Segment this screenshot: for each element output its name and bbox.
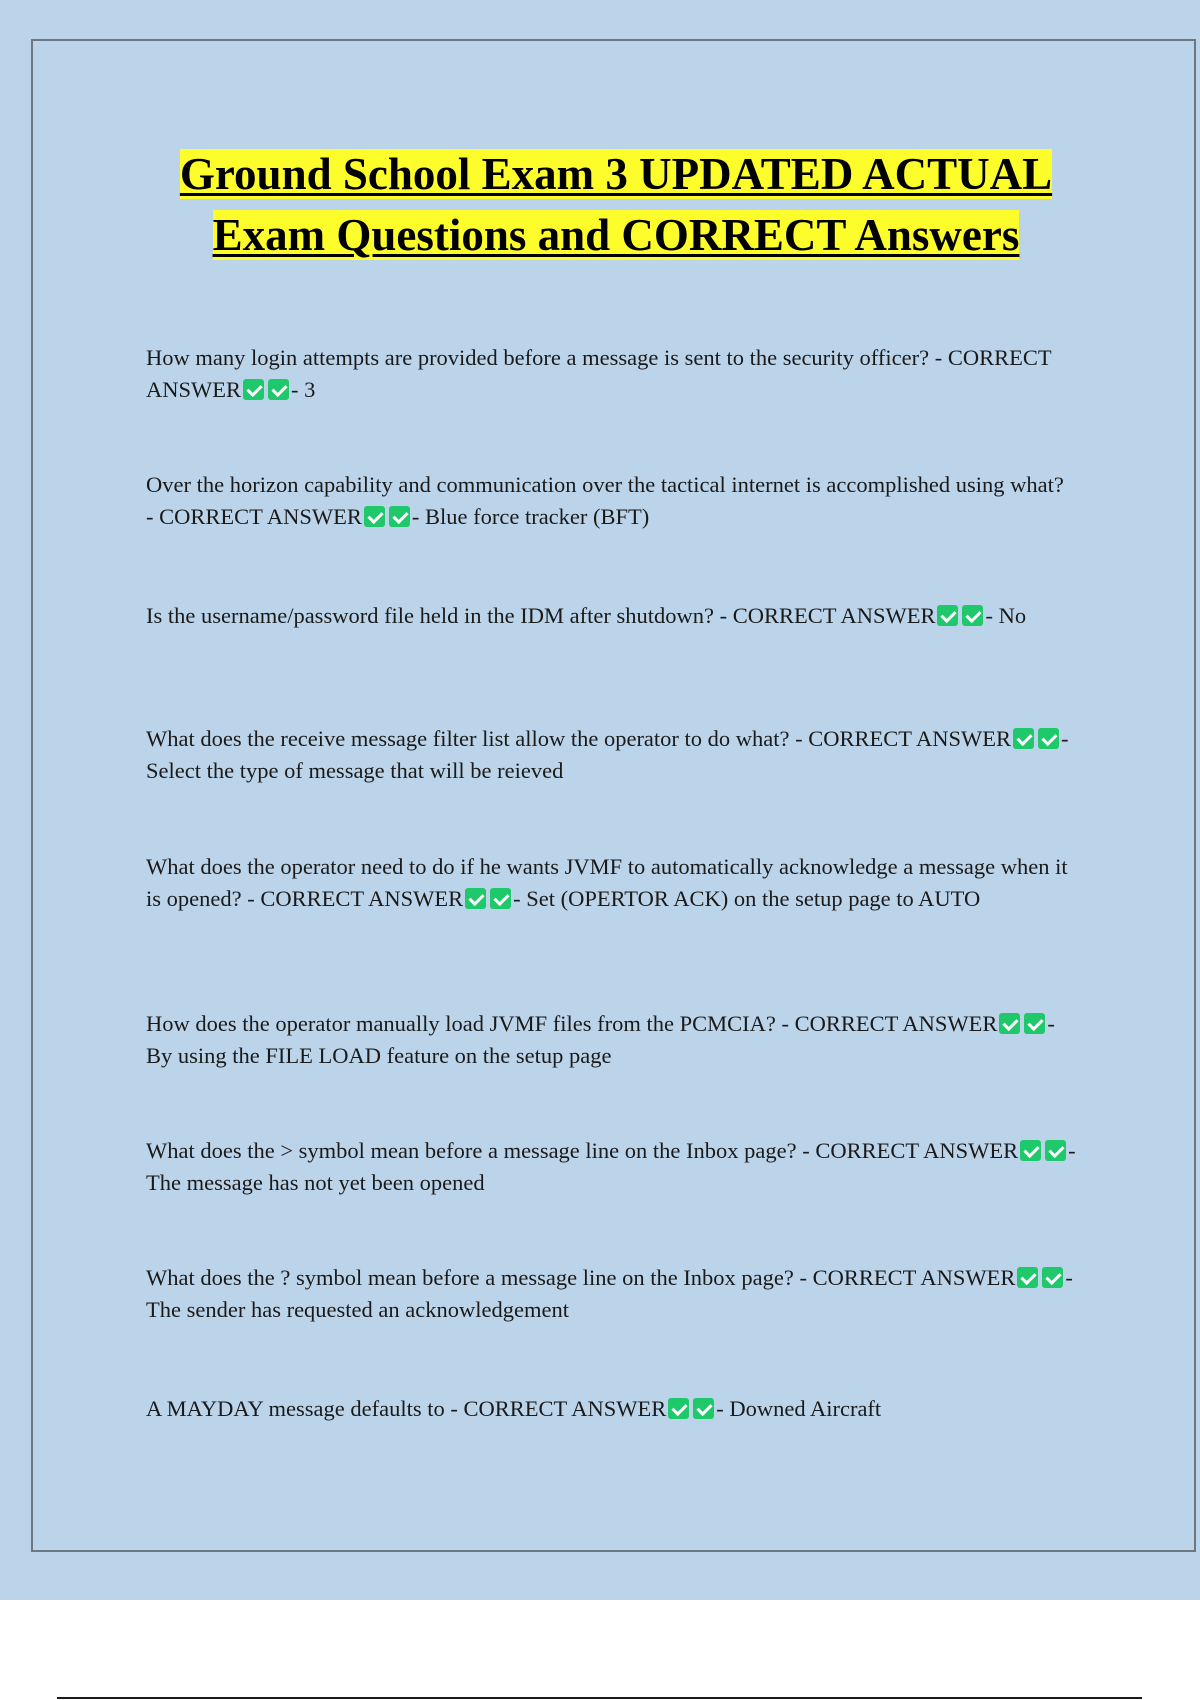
check-icon: [465, 888, 486, 909]
question-text: What does the ? symbol mean before a message line on the Inbox page? -: [146, 1265, 808, 1290]
check-icon: [999, 1013, 1020, 1034]
answer-marker: CORRECT ANSWER: [808, 726, 1012, 751]
answer-marker: CORRECT ANSWER: [146, 345, 1052, 402]
check-icon: [1038, 728, 1059, 749]
bottom-divider: [57, 1697, 1142, 1699]
answer-text: - The sender has requested an acknowledgement: [146, 1265, 1073, 1322]
check-icon: [268, 379, 289, 400]
check-icon: [693, 1398, 714, 1419]
answer-marker: CORRECT ANSWER: [732, 603, 936, 628]
qa-item: [146, 1135, 1076, 1199]
answer-marker: CORRECT ANSWER: [794, 1011, 998, 1036]
answer-text: - No: [985, 603, 1027, 628]
qa-item: [146, 469, 1076, 533]
question-text: What does the receive message filter list allow the operator to do what? -: [146, 726, 803, 751]
question-text: Over the horizon capability and communication over the tactical internet is accomplished using what? -: [146, 472, 1064, 529]
title-text: Ground School Exam 3 UPDATED ACTUAL Exam Questions and CORRECT Answers: [179, 149, 1053, 260]
check-icon: [1017, 1267, 1038, 1288]
answer-text: - Blue force tracker (BFT): [411, 504, 650, 529]
answer-text: - By using the FILE LOAD feature on the setup page: [146, 1011, 1055, 1068]
answer-marker: CORRECT ANSWER: [463, 1396, 667, 1421]
check-icon: [1020, 1140, 1041, 1161]
qa-item: [146, 1393, 1076, 1425]
document-title: [146, 144, 1086, 266]
answer-marker: CORRECT ANSWER: [260, 886, 464, 911]
qa-item: [146, 342, 1076, 406]
check-icon: [1013, 728, 1034, 749]
answer-marker: CORRECT ANSWER: [812, 1265, 1016, 1290]
answer-text: - Select the type of message that will be reieved: [146, 726, 1069, 783]
answer-text: - Set (OPERTOR ACK) on the setup page to AUTO: [513, 886, 981, 911]
answer-text: - Downed Aircraft: [716, 1396, 882, 1421]
check-icon: [1024, 1013, 1045, 1034]
check-icon: [1042, 1267, 1063, 1288]
check-icon: [1045, 1140, 1066, 1161]
answer-text: - The message has not yet been opened: [146, 1138, 1076, 1195]
question-text: How many login attempts are provided before a message is sent to the security officer? -: [146, 345, 943, 370]
question-text: What does the > symbol mean before a message line on the Inbox page? -: [146, 1138, 810, 1163]
question-text: Is the username/password file held in the IDM after shutdown? -: [146, 603, 728, 628]
qa-item: [146, 723, 1076, 787]
check-icon: [962, 605, 983, 626]
check-icon: [668, 1398, 689, 1419]
check-icon: [937, 605, 958, 626]
check-icon: [243, 379, 264, 400]
answer-text: - 3: [291, 377, 316, 402]
qa-item: [146, 1262, 1076, 1326]
question-text: What does the operator need to do if he wants JVMF to automatically acknowledge a message when it is opened? -: [146, 854, 1068, 911]
qa-item: [146, 600, 1076, 632]
answer-marker: CORRECT ANSWER: [815, 1138, 1019, 1163]
qa-item: [146, 1008, 1076, 1072]
check-icon: [490, 888, 511, 909]
check-icon: [389, 506, 410, 527]
qa-item: [146, 851, 1076, 915]
question-text: A MAYDAY message defaults to -: [146, 1396, 458, 1421]
question-text: How does the operator manually load JVMF files from the PCMCIA? -: [146, 1011, 790, 1036]
check-icon: [364, 506, 385, 527]
answer-marker: CORRECT ANSWER: [159, 504, 362, 529]
